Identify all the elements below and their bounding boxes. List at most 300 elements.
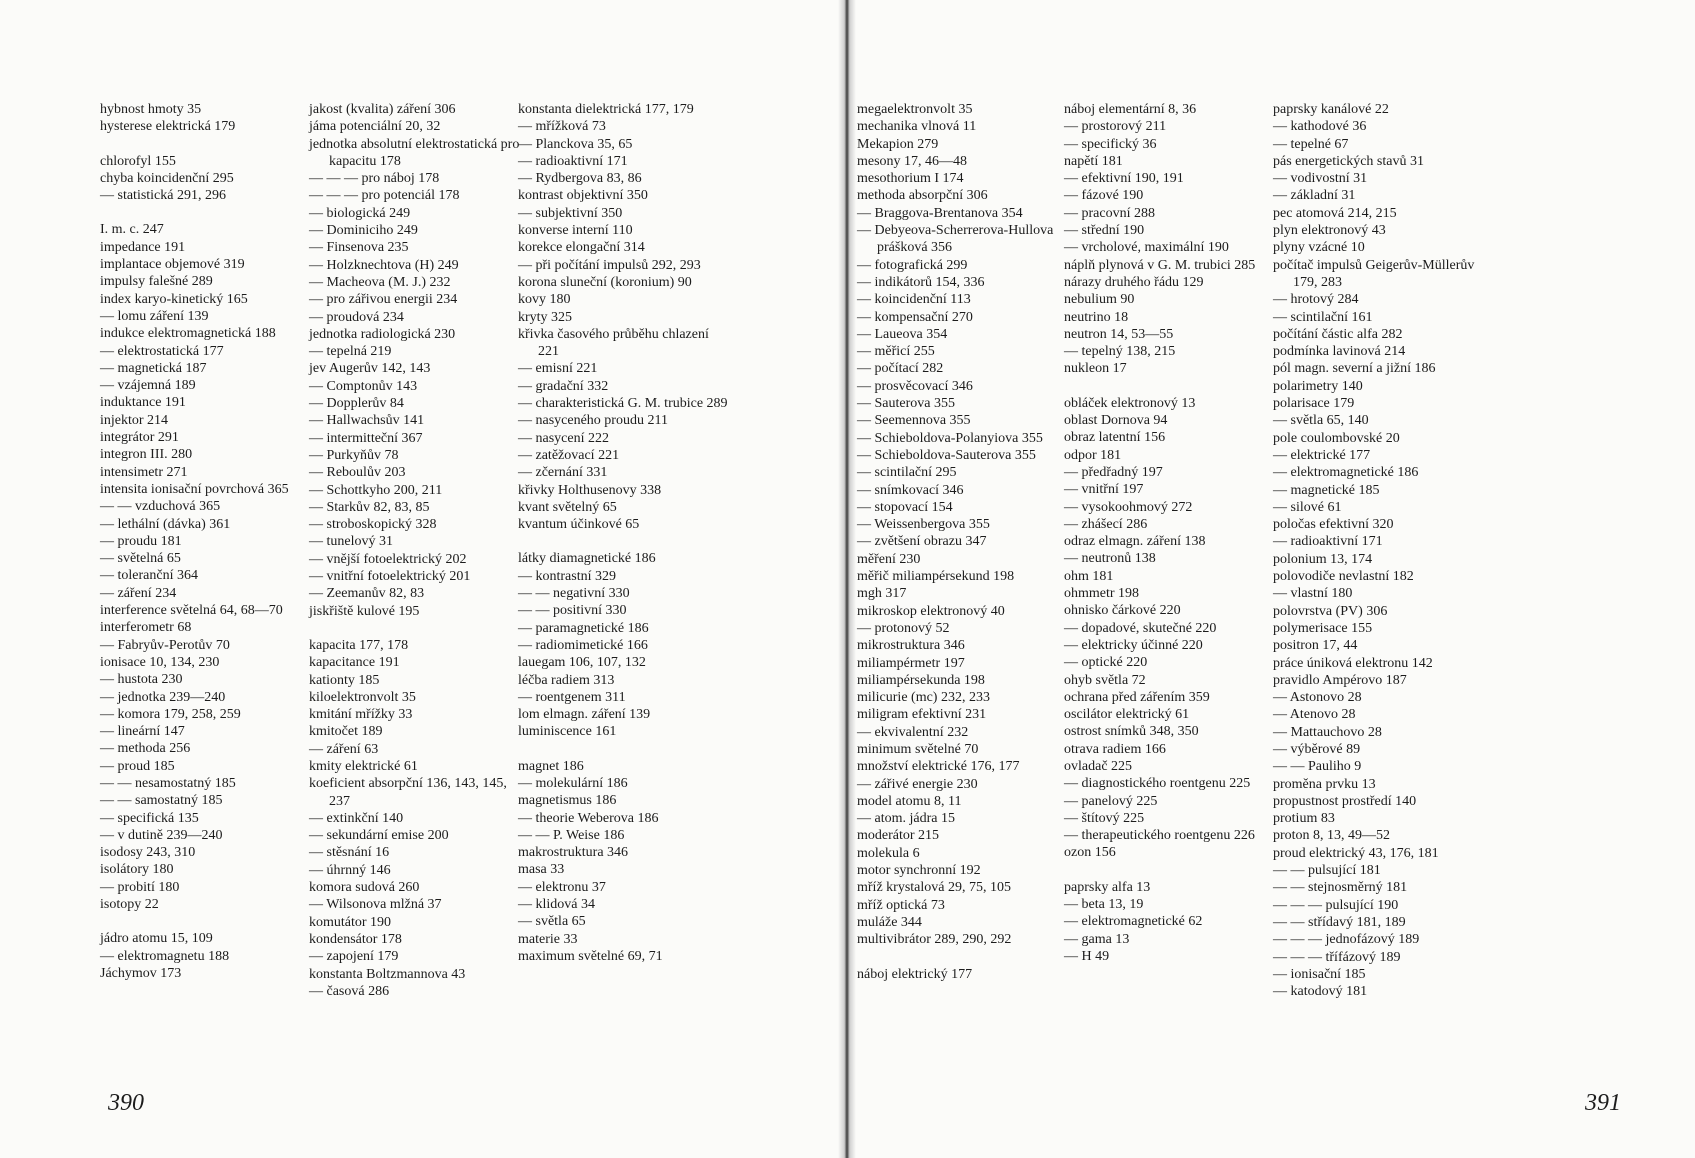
index-entry: — magnetické 185 <box>1273 482 1380 498</box>
index-entry: miliampérsekunda 198 <box>857 672 985 688</box>
index-entry: — diagnostického roentgenu 225 <box>1064 776 1251 792</box>
index-entry: magnetismus 186 <box>518 793 617 809</box>
index-entry: — vodivostní 31 <box>1273 171 1368 187</box>
index-entry: — prosvěcovací 346 <box>857 378 973 394</box>
index-entry: plyn elektronový 43 <box>1273 223 1386 239</box>
left-col-1 <box>100 101 315 982</box>
index-entry: — Dominiciho 249 <box>309 223 418 239</box>
index-entry: — hustota 230 <box>100 672 183 688</box>
index-entry: mikrostruktura 346 <box>857 638 965 654</box>
index-group-gap <box>518 741 733 758</box>
index-entry: polarimetry 140 <box>1273 378 1363 394</box>
index-group-gap <box>100 204 315 221</box>
index-entry: miligram efektivní 231 <box>857 707 987 723</box>
index-entry: ochrana před zářením 359 <box>1064 689 1210 705</box>
book-gutter <box>838 0 856 1158</box>
index-entry: kapacita 177, 178 <box>309 637 409 653</box>
index-entry: — Seemennova 355 <box>857 413 971 429</box>
index-entry: křivka časového průběhu chlazení 221 <box>518 326 709 360</box>
index-entry: — intermitteční 367 <box>309 430 423 446</box>
index-entry: — nasyceného proudu 211 <box>518 413 668 429</box>
index-entry: — snímkovací 346 <box>857 482 964 498</box>
index-entry: — radioaktivní 171 <box>518 153 628 169</box>
index-entry: methoda absorpční 306 <box>857 188 988 204</box>
index-entry: kvantum účinkové 65 <box>518 517 640 533</box>
index-entry: — Comptonův 143 <box>309 378 418 394</box>
index-entry: oblast Dornova 94 <box>1064 413 1168 429</box>
right-page <box>849 0 1695 1158</box>
index-entry: — emisní 221 <box>518 361 598 377</box>
index-entry: ozon 156 <box>1064 845 1116 861</box>
index-entry: polovodiče nevlastní 182 <box>1273 569 1414 585</box>
index-entry: intensimetr 271 <box>100 464 188 480</box>
index-entry: — světla 65, 140 <box>1273 413 1369 429</box>
index-entry: — mřížková 73 <box>518 119 606 135</box>
index-entry: obláček elektronový 13 <box>1064 395 1196 411</box>
index-entry: — tunelový 31 <box>309 534 393 550</box>
index-entry: intensita ionisační povrchová 365 <box>100 481 289 497</box>
index-entry: — Hallwachsův 141 <box>309 413 425 429</box>
index-entry: — panelový 225 <box>1064 793 1158 809</box>
index-entry: koeficient absorpční 136, 143, 145, 237 <box>309 776 507 809</box>
index-group-gap <box>100 913 315 930</box>
index-entry: kondensátor 178 <box>309 931 402 947</box>
index-entry: moderátor 215 <box>857 828 940 844</box>
index-entry: — katodový 181 <box>1273 984 1368 1000</box>
index-entry: miliampérmetr 197 <box>857 655 965 671</box>
index-entry: — Finsenova 235 <box>309 240 409 256</box>
index-entry: — ionisační 185 <box>1273 966 1366 982</box>
index-entry: — Zeemanův 82, 83 <box>309 586 425 602</box>
index-entry: — — nesamostatný 185 <box>100 775 236 791</box>
index-entry: kmitočet 189 <box>309 724 383 740</box>
index-entry: — — pulsující 181 <box>1273 863 1381 879</box>
index-group-gap <box>857 949 1072 966</box>
index-entry: — subjektivní 350 <box>518 205 623 221</box>
index-entry: — scintilační 161 <box>1273 309 1373 325</box>
index-entry: — Mattauchovo 28 <box>1273 724 1382 740</box>
index-entry: nárazy druhého řádu 129 <box>1064 274 1204 290</box>
index-entry: — methoda 256 <box>100 741 191 757</box>
index-entry: isolátory 180 <box>100 862 174 878</box>
index-entry: odraz elmagn. záření 138 <box>1064 534 1206 550</box>
index-entry: — Atenovo 28 <box>1273 707 1356 723</box>
index-entry: — zatěžovací 221 <box>518 447 620 463</box>
index-entry: — beta 13, 19 <box>1064 897 1144 913</box>
index-entry: — atom. jádra 15 <box>857 811 955 827</box>
index-entry: — ekvivalentní 232 <box>857 724 969 740</box>
index-entry: milicurie (mc) 232, 233 <box>857 690 990 706</box>
index-entry: komutátor 190 <box>309 914 392 930</box>
index-entry: jev Augerův 142, 143 <box>309 361 431 377</box>
index-entry: integrátor 291 <box>100 430 179 446</box>
index-entry: — magnetická 187 <box>100 360 207 376</box>
index-entry: kontrast objektivní 350 <box>518 188 648 204</box>
index-entry: — protonový 52 <box>857 620 950 636</box>
index-entry: — Weissenbergova 355 <box>857 517 990 533</box>
index-entry: — roentgenem 311 <box>518 689 626 705</box>
index-entry: komora sudová 260 <box>309 880 420 896</box>
index-entry: — koincidenční 113 <box>857 292 971 308</box>
index-entry: polarisace 179 <box>1273 396 1355 412</box>
index-entry: injektor 214 <box>100 412 169 428</box>
index-entry: I. m. c. 247 <box>100 222 164 238</box>
index-entry: — Debyeova-Scherrerova-Hullova prášková 356 <box>857 223 1054 256</box>
index-entry: jáma potenciální 20, 32 <box>309 119 441 135</box>
left-col-2 <box>309 101 524 1000</box>
index-entry: — efektivní 190, 191 <box>1064 171 1184 187</box>
index-entry: implantace objemové 319 <box>100 257 245 273</box>
index-entry: — předřadný 197 <box>1064 464 1163 480</box>
index-entry: — Dopplerův 84 <box>309 396 404 412</box>
index-entry: — stroboskopický 328 <box>309 517 437 533</box>
index-entry: mříž optická 73 <box>857 897 945 913</box>
index-entry: oscilátor elektrický 61 <box>1064 707 1190 723</box>
index-entry: kmitání mřížky 33 <box>309 707 413 723</box>
index-entry: — gama 13 <box>1064 931 1130 947</box>
index-entry: nebulium 90 <box>1064 292 1135 308</box>
index-entry: — — Pauliho 9 <box>1273 759 1362 775</box>
index-entry: podmínka lavinová 214 <box>1273 344 1406 360</box>
index-group-gap <box>518 533 733 550</box>
index-entry: mesothorium I 174 <box>857 171 964 187</box>
left-page <box>0 0 845 1158</box>
index-group-gap <box>100 136 315 153</box>
index-entry: propustnost prostředí 140 <box>1273 793 1417 809</box>
index-entry: — elektrostatická 177 <box>100 343 224 359</box>
index-entry: polonium 13, 174 <box>1273 551 1373 567</box>
index-entry: kmity elektrické 61 <box>309 758 418 774</box>
index-entry: — gradační 332 <box>518 378 609 394</box>
page-number-right: 391 <box>1585 1090 1621 1116</box>
index-entry: — střední 190 <box>1064 223 1145 239</box>
index-entry: nukleon 17 <box>1064 361 1127 377</box>
index-entry: množství elektrické 176, 177 <box>857 759 1020 775</box>
index-entry: korekce elongační 314 <box>518 240 645 256</box>
index-entry: molekula 6 <box>857 845 920 861</box>
index-entry: — zhášecí 286 <box>1064 516 1148 532</box>
index-entry: — — — pro potenciál 178 <box>309 188 460 204</box>
index-entry: mechanika vlnová 11 <box>857 119 977 135</box>
index-entry: — klidová 34 <box>518 897 595 913</box>
index-entry: plyny vzácné 10 <box>1273 240 1365 256</box>
index-entry: — — samostatný 185 <box>100 793 223 809</box>
index-entry: — jednotka 239—240 <box>100 689 226 705</box>
index-entry: — — negativní 330 <box>518 586 630 602</box>
index-entry: kvant světelný 65 <box>518 499 617 515</box>
index-entry: ionisace 10, 134, 230 <box>100 654 220 670</box>
index-entry: index karyo-kinetický 165 <box>100 291 248 307</box>
index-entry: pec atomová 214, 215 <box>1273 205 1397 221</box>
index-entry: — vnitřní 197 <box>1064 482 1144 498</box>
index-entry: pravidlo Ampérovo 187 <box>1273 672 1407 688</box>
index-entry: lauegam 106, 107, 132 <box>518 655 646 671</box>
index-entry: — světelná 65 <box>100 551 181 567</box>
index-entry: — dopadové, skutečné 220 <box>1064 620 1217 636</box>
index-entry: — lethální (dávka) 361 <box>100 516 231 532</box>
index-group-gap <box>1064 378 1279 395</box>
index-entry: — hrotový 284 <box>1273 292 1359 308</box>
index-entry: konstanta dielektrická 177, 179 <box>518 102 694 117</box>
right-col-3 <box>1273 101 1488 1000</box>
index-entry: hybnost hmoty 35 <box>100 102 202 117</box>
index-entry: makrostruktura 346 <box>518 845 629 861</box>
index-entry: — kompensační 270 <box>857 309 973 325</box>
index-entry: multivibrátor 289, 290, 292 <box>857 932 1012 948</box>
index-entry: polovrstva (PV) 306 <box>1273 603 1388 619</box>
index-entry: — — — pulsující 190 <box>1273 897 1399 913</box>
index-entry: — Macheova (M. J.) 232 <box>309 274 451 290</box>
index-entry: — fotografická 299 <box>857 257 968 273</box>
index-entry: léčba radiem 313 <box>518 672 615 688</box>
index-entry: — tepelný 138, 215 <box>1064 344 1176 360</box>
index-entry: chyba koincidenční 295 <box>100 170 234 186</box>
index-entry: — probití 180 <box>100 879 180 895</box>
index-entry: proměna prvku 13 <box>1273 776 1376 792</box>
index-entry: — záření 234 <box>100 585 177 601</box>
index-entry: — světla 65 <box>518 914 586 930</box>
index-entry: materie 33 <box>518 931 578 947</box>
index-entry: křivky Holthusenovy 338 <box>518 482 662 498</box>
index-entry: — — stejnosměrný 181 <box>1273 880 1408 896</box>
index-entry: jádro atomu 15, 109 <box>100 931 213 947</box>
index-entry: — Schieboldova-Sauterova 355 <box>857 447 1036 463</box>
index-entry: — kathodové 36 <box>1273 119 1367 135</box>
index-entry: indukce elektromagnetická 188 <box>100 326 276 342</box>
index-entry: — proudová 234 <box>309 309 404 325</box>
index-entry: konstanta Boltzmannova 43 <box>309 966 466 982</box>
index-entry: kovy 180 <box>518 292 571 308</box>
index-entry: — pracovní 288 <box>1064 205 1155 221</box>
index-entry: interferometr 68 <box>100 620 192 636</box>
index-entry: masa 33 <box>518 862 565 878</box>
index-entry: induktance 191 <box>100 395 186 411</box>
index-entry: — proudu 181 <box>100 533 182 549</box>
index-entry: — Starkův 82, 83, 85 <box>309 499 430 515</box>
index-entry: — v dutině 239—240 <box>100 827 223 843</box>
index-entry: — theorie Weberova 186 <box>518 810 659 826</box>
index-entry: impulsy falešné 289 <box>100 274 213 290</box>
index-entry: — vlastní 180 <box>1273 586 1353 602</box>
index-entry: — Fabryův-Perotův 70 <box>100 637 230 653</box>
index-entry: mesony 17, 46—48 <box>857 153 968 169</box>
index-entry: positron 17, 44 <box>1273 638 1358 654</box>
index-entry: — zapojení 179 <box>309 949 399 965</box>
index-entry: — kontrastní 329 <box>518 568 616 584</box>
index-entry: integron III. 280 <box>100 447 193 463</box>
index-entry: — při počítání impulsů 292, 293 <box>518 257 701 273</box>
index-entry: impedance 191 <box>100 239 186 255</box>
index-entry: ohnisko čárkové 220 <box>1064 603 1181 619</box>
index-entry: mgh 317 <box>857 586 907 602</box>
index-entry: ostrost snímků 348, 350 <box>1064 724 1199 740</box>
index-entry: — elektromagnetické 62 <box>1064 914 1203 930</box>
index-entry: odpor 181 <box>1064 447 1122 463</box>
index-entry: — tepelné 67 <box>1273 136 1349 152</box>
index-entry: ohm 181 <box>1064 568 1114 584</box>
index-entry: náboj elektrický 177 <box>857 966 973 982</box>
index-entry: — lomu záření 139 <box>100 308 209 324</box>
index-entry: — elektromagnetické 186 <box>1273 465 1419 481</box>
index-entry: isodosy 243, 310 <box>100 845 196 861</box>
index-entry: — statistická 291, 296 <box>100 188 226 204</box>
index-entry: model atomu 8, 11 <box>857 793 962 809</box>
index-entry: proton 8, 13, 49—52 <box>1273 828 1391 844</box>
index-entry: — toleranční 364 <box>100 568 198 584</box>
index-entry: — Sauterova 355 <box>857 396 955 412</box>
index-entry: maximum světelné 69, 71 <box>518 948 663 964</box>
index-entry: — Reboulův 203 <box>309 465 406 481</box>
index-entry: kationty 185 <box>309 672 380 688</box>
index-entry: — prostorový 211 <box>1064 119 1167 135</box>
index-entry: — časová 286 <box>309 983 390 999</box>
index-entry: — Astonovo 28 <box>1273 690 1362 706</box>
index-entry: protium 83 <box>1273 811 1335 827</box>
index-entry: ohmmetr 198 <box>1064 586 1140 602</box>
index-entry: Jáchymov 173 <box>100 965 182 981</box>
index-entry: — sekundární emise 200 <box>309 828 449 844</box>
index-entry: — — positivní 330 <box>518 603 627 619</box>
index-entry: ovladač 225 <box>1064 758 1133 774</box>
index-entry: — Holzknechtova (H) 249 <box>309 257 459 273</box>
index-entry: jakost (kvalita) záření 306 <box>309 102 456 117</box>
index-entry: — Planckova 35, 65 <box>518 136 633 152</box>
index-group-gap <box>309 620 524 637</box>
index-entry: — molekulární 186 <box>518 775 628 791</box>
right-col-2 <box>1064 101 1279 965</box>
index-entry: — therapeutického roentgenu 226 <box>1064 828 1255 844</box>
index-entry: počítač impulsů Geigerův-Müllerův 179, 283 <box>1273 257 1475 290</box>
index-entry: megaelektronvolt 35 <box>857 102 973 117</box>
index-entry: neutron 14, 53—55 <box>1064 326 1174 342</box>
index-entry: — elektromagnetu 188 <box>100 948 230 964</box>
index-entry: luminiscence 161 <box>518 724 617 740</box>
index-entry: — zčernání 331 <box>518 465 608 481</box>
index-entry: — — — pro náboj 178 <box>309 171 440 187</box>
index-entry: proud elektrický 43, 176, 181 <box>1273 845 1439 861</box>
index-entry: — výběrové 89 <box>1273 741 1361 757</box>
index-entry: pole coulombovské 20 <box>1273 430 1400 446</box>
index-entry: minimum světelné 70 <box>857 741 979 757</box>
index-entry: — — P. Weise 186 <box>518 827 625 843</box>
index-entry: poločas efektivní 320 <box>1273 517 1394 533</box>
index-entry: — specifický 36 <box>1064 136 1157 152</box>
index-entry: — Schottkyho 200, 211 <box>309 482 443 498</box>
index-entry: motor synchronní 192 <box>857 863 981 879</box>
right-col-1 <box>857 101 1072 983</box>
index-entry: — optické 220 <box>1064 655 1148 671</box>
index-entry: počítání částic alfa 282 <box>1273 326 1403 342</box>
index-entry: — — střídavý 181, 189 <box>1273 914 1406 930</box>
index-entry: konverse interní 110 <box>518 223 633 239</box>
index-entry: — stopovací 154 <box>857 499 953 515</box>
index-entry: — scintilační 295 <box>857 465 957 481</box>
index-entry: — zářivé energie 230 <box>857 776 978 792</box>
index-entry: — extinkční 140 <box>309 810 404 826</box>
index-entry: jiskřiště kulové 195 <box>309 603 420 619</box>
index-entry: látky diamagnetické 186 <box>518 551 656 567</box>
index-entry: — elektronu 37 <box>518 879 606 895</box>
index-entry: mříž krystalová 29, 75, 105 <box>857 880 1011 896</box>
index-entry: napětí 181 <box>1064 153 1123 169</box>
index-entry: — komora 179, 258, 259 <box>100 706 241 722</box>
index-entry: Mekapion 279 <box>857 136 939 152</box>
index-entry: — úhrnný 146 <box>309 862 391 878</box>
index-entry: — záření 63 <box>309 741 379 757</box>
index-entry: kapacitance 191 <box>309 655 400 671</box>
index-entry: mikroskop elektronový 40 <box>857 603 1005 619</box>
index-entry: chlorofyl 155 <box>100 153 176 169</box>
index-entry: — Purkyňův 78 <box>309 447 399 463</box>
index-entry: jednotka radiologická 230 <box>309 326 456 342</box>
index-entry: — — — jednofázový 189 <box>1273 932 1420 948</box>
index-entry: práce úniková elektronu 142 <box>1273 655 1433 671</box>
index-entry: pól magn. severní a jižní 186 <box>1273 361 1436 377</box>
index-entry: — vnitřní fotoelektrický 201 <box>309 569 471 585</box>
index-entry: paprsky alfa 13 <box>1064 879 1151 895</box>
index-entry: lom elmagn. záření 139 <box>518 707 651 723</box>
index-entry: magnet 186 <box>518 758 584 774</box>
index-entry: měření 230 <box>857 551 921 567</box>
index-entry: otrava radiem 166 <box>1064 741 1166 757</box>
index-entry: — počítací 282 <box>857 361 944 377</box>
index-entry: — měřicí 255 <box>857 344 935 360</box>
index-entry: — štítový 225 <box>1064 810 1145 826</box>
index-entry: muláže 344 <box>857 914 922 930</box>
index-entry: — specifická 135 <box>100 810 199 826</box>
index-entry: paprsky kanálové 22 <box>1273 102 1389 117</box>
index-entry: — vzájemná 189 <box>100 378 196 394</box>
index-entry: — Braggova-Brentanova 354 <box>857 205 1023 221</box>
index-group-gap <box>1064 862 1279 879</box>
index-entry: pás energetických stavů 31 <box>1273 153 1424 169</box>
index-entry: — charakteristická G. M. trubice 289 <box>518 396 728 412</box>
index-entry: — vnější fotoelektrický 202 <box>309 551 467 567</box>
index-entry: polymerisace 155 <box>1273 620 1373 636</box>
index-entry: — Wilsonova mlžná 37 <box>309 897 442 913</box>
index-entry: jednotka absolutní elektrostatická pro kapacitu 178 <box>309 136 520 169</box>
index-entry: náplň plynová v G. M. trubici 285 <box>1064 257 1256 273</box>
index-entry: isotopy 22 <box>100 897 159 913</box>
index-entry: měřič miliampérsekund 198 <box>857 569 1015 585</box>
index-entry: — proud 185 <box>100 758 175 774</box>
index-entry: — silové 61 <box>1273 499 1342 515</box>
index-entry: — vysokoohmový 272 <box>1064 499 1193 515</box>
index-entry: — stěsnání 16 <box>309 845 390 861</box>
index-entry: korona sluneční (koronium) 90 <box>518 274 692 290</box>
index-entry: — Laueova 354 <box>857 326 948 342</box>
page-number-left: 390 <box>108 1090 144 1116</box>
index-entry: — radioaktivní 171 <box>1273 534 1383 550</box>
index-entry: — lineární 147 <box>100 724 185 740</box>
index-entry: — zvětšení obrazu 347 <box>857 534 987 550</box>
left-col-3 <box>518 101 733 965</box>
index-entry: obraz latentní 156 <box>1064 430 1166 446</box>
index-entry: interference světelná 64, 68—70 <box>100 603 283 619</box>
index-entry: — základní 31 <box>1273 188 1356 204</box>
index-entry: — H 49 <box>1064 948 1110 964</box>
index-entry: kryty 325 <box>518 309 573 325</box>
index-entry: — indikátorů 154, 336 <box>857 274 985 290</box>
index-entry: kiloelektronvolt 35 <box>309 689 416 705</box>
index-entry: hysterese elektrická 179 <box>100 119 236 135</box>
index-entry: náboj elementární 8, 36 <box>1064 102 1197 117</box>
index-entry: — biologická 249 <box>309 205 411 221</box>
index-entry: — nasycení 222 <box>518 430 609 446</box>
index-entry: — pro zářivou energii 234 <box>309 292 458 308</box>
index-entry: — Rydbergova 83, 86 <box>518 171 642 187</box>
index-entry: ohyb světla 72 <box>1064 672 1146 688</box>
